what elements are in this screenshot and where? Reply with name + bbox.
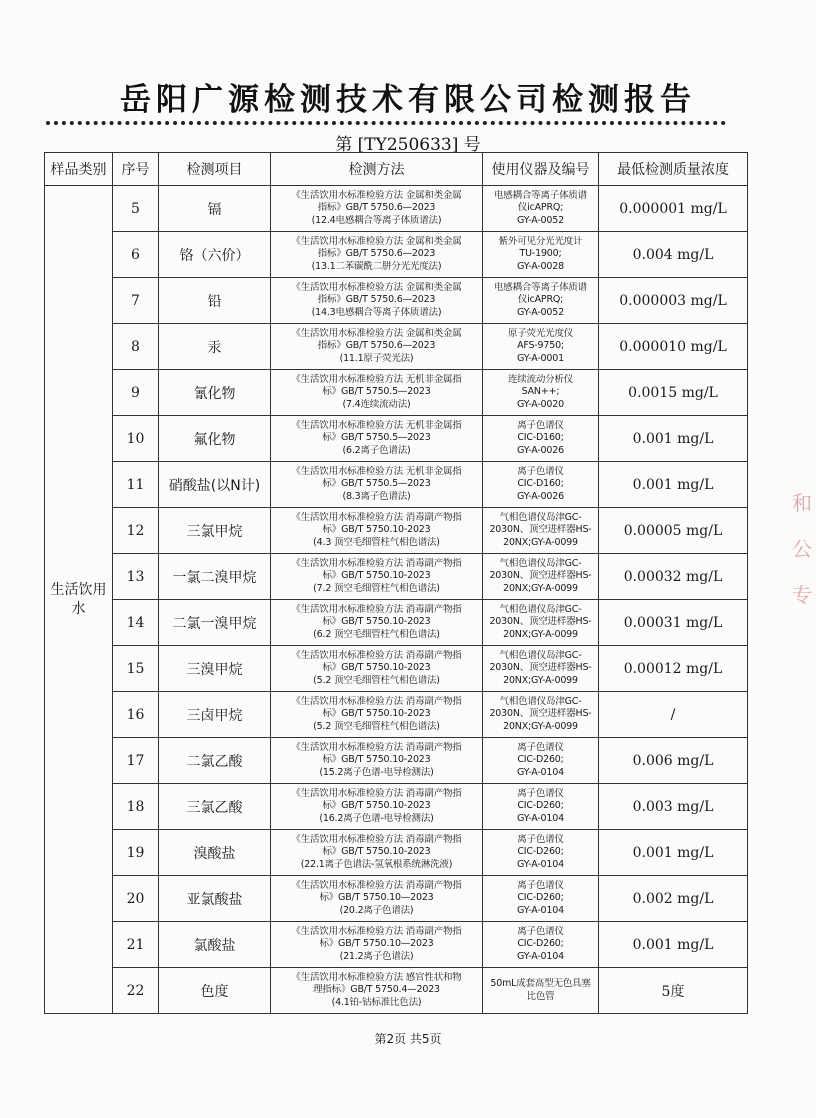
detection-limit: 0.002 mg/L [599,876,748,922]
method-line: (13.1二苯碳酰二肼分光光度法) [311,260,442,272]
test-method-cell [271,232,483,278]
instrument-line: 2030N、顶空进样器HS- [489,524,592,536]
table-row [45,232,748,278]
instrument-line: 仪icAPRQ; [517,202,564,214]
method-line: 《生活饮用水标准检验方法 消毒副产物指 [291,557,462,569]
method-line: 指标》GB/T 5750.6—2023 [317,294,436,306]
test-method-cell [271,554,483,600]
instrument-line: CIC-D260; [517,754,564,766]
method-line: (16.2离子色谱-电导检测法) [319,812,434,824]
instrument-line: TU-1900; [519,248,562,260]
instrument-line: 离子色谱仪 [517,419,564,431]
instrument-line: 50mL成套高型无色具塞 [490,978,591,989]
test-method-cell [271,600,483,646]
method-line: 标》GB/T 5750.10—2023 [319,892,434,904]
test-method-cell [271,462,483,508]
method-line: 标》GB/T 5750.5—2023 [322,432,431,444]
test-item: 一氯二溴甲烷 [159,554,271,600]
method-line: (4.1铂-钴标准比色法) [331,996,422,1008]
detection-limit: 0.00012 mg/L [599,646,748,692]
instrument-line: 电感耦合等离子体质谱 [493,189,587,201]
instrument-line: 气相色谱仪岛津GC- [499,649,582,661]
instrument-line: GY-A-0104 [517,904,564,916]
method-line: 标》GB/T 5750.10-2023 [322,754,431,766]
test-item: 三卤甲烷 [159,692,271,738]
method-line: (8.3离子色谱法) [342,490,411,502]
table-header-row [45,153,748,186]
test-item: 三氯甲烷 [159,508,271,554]
method-line: (6.2离子色谱法) [342,444,411,456]
method-line: 《生活饮用水标准检验方法 消毒副产物指 [291,925,462,937]
test-method-cell [271,324,483,370]
test-method-cell [271,968,483,1014]
row-number: 21 [113,922,159,968]
method-line: 《生活饮用水标准检验方法 消毒副产物指 [291,695,462,707]
table-row [45,830,748,876]
instrument-line: 20NX;GY-A-0099 [503,720,578,732]
detection-limit: 5度 [599,968,748,1014]
test-method-cell [271,830,483,876]
instrument-line: 20NX;GY-A-0099 [503,628,578,640]
stamp-char: 和 [792,491,812,515]
detection-limit: 0.00031 mg/L [599,600,748,646]
instrument-cell [483,324,599,370]
test-item: 铅 [159,278,271,324]
instrument-line: 原子荧光光度仪 [507,327,574,339]
instrument-line: 连续流动分析仪 [507,373,574,385]
method-line: 《生活饮用水标准检验方法 消毒副产物指 [291,741,462,753]
method-line: (21.2离子色谱法) [339,950,414,962]
detection-limit: 0.0015 mg/L [599,370,748,416]
red-seal-stamp-fragment [792,480,816,650]
row-number: 10 [113,416,159,462]
dotted-divider [46,121,726,125]
row-number: 7 [113,278,159,324]
detection-limit: 0.006 mg/L [599,738,748,784]
method-line: 《生活饮用水标准检验方法 无机非金属指 [291,419,462,431]
detection-limit: / [599,692,748,738]
instrument-line: 仪icAPRQ; [517,294,564,306]
row-number: 19 [113,830,159,876]
method-line: 理指标》GB/T 5750.4—2023 [313,984,440,996]
header-category: 样品类别 [45,153,113,186]
table-row [45,508,748,554]
instrument-line: CIC-D260; [517,938,564,950]
method-line: (4.3 顶空毛细管柱气相色谱法) [313,536,440,548]
test-item: 氟化物 [159,416,271,462]
detection-limit: 0.000001 mg/L [599,186,748,232]
method-line: 《生活饮用水标准检验方法 无机非金属指 [291,465,462,477]
table-row [45,784,748,830]
method-line: 指标》GB/T 5750.6—2023 [317,202,436,214]
table-row [45,416,748,462]
test-method-cell [271,646,483,692]
stamp-char: 专 [792,583,812,607]
row-number: 6 [113,232,159,278]
instrument-line: AFS-9750; [517,340,564,352]
header-item: 检测项目 [159,153,271,186]
method-line: 标》GB/T 5750.10-2023 [322,846,431,858]
header-no: 序号 [113,153,159,186]
instrument-cell [483,784,599,830]
test-method-cell [271,416,483,462]
test-item: 亚氯酸盐 [159,876,271,922]
row-number: 13 [113,554,159,600]
results-table [44,152,748,1014]
method-line: 《生活饮用水标准检验方法 金属和类金属 [291,327,462,339]
method-line: (7.2 顶空毛细管柱气相色谱法) [313,582,440,594]
table-row [45,370,748,416]
instrument-line: GY-A-0052 [517,306,564,318]
instrument-line: 20NX;GY-A-0099 [503,582,578,594]
detection-limit: 0.003 mg/L [599,784,748,830]
table-row [45,876,748,922]
test-method-cell [271,186,483,232]
test-method-cell [271,278,483,324]
instrument-cell [483,692,599,738]
row-number: 18 [113,784,159,830]
instrument-line: GY-A-0026 [517,444,564,456]
method-line: 标》GB/T 5750.10-2023 [322,524,431,536]
table-row [45,600,748,646]
row-number: 20 [113,876,159,922]
table-row [45,186,748,232]
page-footer: 第2页 共5页 [374,1032,442,1046]
test-method-cell [271,784,483,830]
instrument-line: GY-A-0001 [517,352,564,364]
instrument-cell [483,278,599,324]
test-item: 镉 [159,186,271,232]
method-line: 《生活饮用水标准检验方法 消毒副产物指 [291,787,462,799]
method-line: 标》GB/T 5750.5—2023 [322,386,431,398]
instrument-line: GY-A-0020 [517,398,564,410]
header-limit: 最低检测质量浓度 [599,153,748,186]
instrument-cell [483,462,599,508]
method-line: 《生活饮用水标准检验方法 消毒副产物指 [291,833,462,845]
instrument-line: 20NX;GY-A-0099 [503,674,578,686]
instrument-cell [483,554,599,600]
instrument-cell [483,186,599,232]
instrument-cell [483,508,599,554]
instrument-line: 2030N、顶空进样器HS- [489,662,592,674]
test-method-cell [271,876,483,922]
test-method-cell [271,692,483,738]
method-line: 标》GB/T 5750.10-2023 [322,570,431,582]
instrument-line: GY-A-0028 [517,260,564,272]
method-line: (15.2离子色谱-电导检测法) [319,766,434,778]
method-line: 标》GB/T 5750.10-2023 [322,800,431,812]
instrument-line: 离子色谱仪 [517,879,564,891]
test-method-cell [271,922,483,968]
instrument-cell [483,416,599,462]
instrument-line: CIC-D160; [517,478,564,490]
instrument-line: 气相色谱仪岛津GC- [499,511,582,523]
instrument-cell [483,830,599,876]
instrument-line: CIC-D160; [517,432,564,444]
row-number: 11 [113,462,159,508]
test-method-cell [271,508,483,554]
table-row [45,462,748,508]
method-line: 标》GB/T 5750.10-2023 [322,616,431,628]
test-method-cell [271,370,483,416]
stamp-char: 公 [792,537,812,561]
row-number: 17 [113,738,159,784]
instrument-line: 离子色谱仪 [517,925,564,937]
detection-limit: 0.00032 mg/L [599,554,748,600]
method-line: 标》GB/T 5750.10-2023 [322,662,431,674]
instrument-cell [483,968,599,1014]
row-number: 12 [113,508,159,554]
instrument-line: GY-A-0104 [517,950,564,962]
instrument-line: CIC-D260; [517,800,564,812]
report-number: 第 [TY250633] 号 [335,135,481,155]
instrument-line: 2030N、顶空进样器HS- [489,570,592,582]
detection-limit: 0.001 mg/L [599,922,748,968]
instrument-line: 离子色谱仪 [517,787,564,799]
row-number: 5 [113,186,159,232]
instrument-line: 2030N、顶空进样器HS- [489,616,592,628]
method-line: 《生活饮用水标准检验方法 消毒副产物指 [291,879,462,891]
method-line: 《生活饮用水标准检验方法 金属和类金属 [291,235,462,247]
instrument-cell [483,600,599,646]
method-line: 《生活饮用水标准检验方法 感官性状和物 [291,971,462,983]
report-title: 岳阳广源检测技术有限公司检测报告 [120,82,696,118]
method-line: (20.2离子色谱法) [339,904,414,916]
instrument-line: 20NX;GY-A-0099 [503,536,578,548]
method-line: (14.3电感耦合等离子体质谱法) [311,306,442,318]
instrument-line: GY-A-0104 [517,766,564,778]
table-row [45,554,748,600]
instrument-line: 电感耦合等离子体质谱 [493,281,587,293]
instrument-cell [483,370,599,416]
method-line: 指标》GB/T 5750.6—2023 [317,340,436,352]
test-item: 二氯一溴甲烷 [159,600,271,646]
detection-limit: 0.000010 mg/L [599,324,748,370]
instrument-line: 气相色谱仪岛津GC- [499,557,582,569]
row-number: 8 [113,324,159,370]
instrument-line: 比色管 [526,990,555,1002]
row-number: 9 [113,370,159,416]
header-method: 检测方法 [271,153,483,186]
instrument-line: GY-A-0026 [517,490,564,502]
instrument-cell [483,232,599,278]
method-line: 《生活饮用水标准检验方法 消毒副产物指 [291,603,462,615]
table-row [45,738,748,784]
detection-limit: 0.000003 mg/L [599,278,748,324]
method-line: 《生活饮用水标准检验方法 金属和类金属 [291,281,462,293]
table-row [45,278,748,324]
detection-limit: 0.001 mg/L [599,462,748,508]
row-number: 15 [113,646,159,692]
table-row [45,922,748,968]
detection-limit: 0.001 mg/L [599,416,748,462]
detection-limit: 0.00005 mg/L [599,508,748,554]
test-item: 氰化物 [159,370,271,416]
instrument-line: 离子色谱仪 [517,833,564,845]
test-item: 二氯乙酸 [159,738,271,784]
method-line: 标》GB/T 5750.10—2023 [319,938,434,950]
instrument-cell [483,646,599,692]
method-line: (6.2 顶空毛细管柱气相色谱法) [313,628,440,640]
instrument-line: CIC-D260; [517,846,564,858]
test-item: 溴酸盐 [159,830,271,876]
method-line: 《生活饮用水标准检验方法 消毒副产物指 [291,649,462,661]
detection-limit: 0.001 mg/L [599,830,748,876]
instrument-cell [483,738,599,784]
method-line: (22.1离子色谱法-氢氧根系统淋洗液) [300,858,453,870]
instrument-cell [483,876,599,922]
instrument-line: 气相色谱仪岛津GC- [499,695,582,707]
method-line: 《生活饮用水标准检验方法 金属和类金属 [291,189,462,201]
test-item: 三溴甲烷 [159,646,271,692]
table-row [45,324,748,370]
method-line: (5.2 顶空毛细管柱气相色谱法) [313,720,440,732]
method-line: 标》GB/T 5750.5—2023 [322,478,431,490]
instrument-line: SAN++; [521,386,560,398]
sample-category-cell: 生活饮用水 [45,186,113,1014]
instrument-line: GY-A-0104 [517,812,564,824]
instrument-cell [483,922,599,968]
method-line: 指标》GB/T 5750.6—2023 [317,248,436,260]
instrument-line: 气相色谱仪岛津GC- [499,603,582,615]
method-line: 标》GB/T 5750.10-2023 [322,708,431,720]
method-line: (12.4电感耦合等离子体质谱法) [311,214,442,226]
test-item: 色度 [159,968,271,1014]
instrument-line: 离子色谱仪 [517,465,564,477]
method-line: (5.2 顶空毛细管柱气相色谱法) [313,674,440,686]
method-line: 《生活饮用水标准检验方法 无机非金属指 [291,373,462,385]
test-item: 氯酸盐 [159,922,271,968]
table-row [45,968,748,1014]
instrument-line: GY-A-0052 [517,214,564,226]
instrument-line: CIC-D260; [517,892,564,904]
detection-limit: 0.004 mg/L [599,232,748,278]
instrument-line: 离子色谱仪 [517,741,564,753]
header-instrument: 使用仪器及编号 [483,153,599,186]
table-row [45,692,748,738]
row-number: 16 [113,692,159,738]
instrument-line: 紫外可见分光光度计 [498,235,583,247]
method-line: 《生活饮用水标准检验方法 消毒副产物指 [291,511,462,523]
instrument-line: 2030N、顶空进样器HS- [489,708,592,720]
test-item: 汞 [159,324,271,370]
method-line: (11.1原子荧光法) [339,352,414,364]
test-item: 铬（六价） [159,232,271,278]
method-line: (7.4连续流动法) [342,398,411,410]
instrument-line: GY-A-0104 [517,858,564,870]
table-row [45,646,748,692]
row-number: 14 [113,600,159,646]
test-method-cell [271,738,483,784]
test-item: 三氯乙酸 [159,784,271,830]
test-item: 硝酸盐(以N计) [159,462,271,508]
row-number: 22 [113,968,159,1014]
